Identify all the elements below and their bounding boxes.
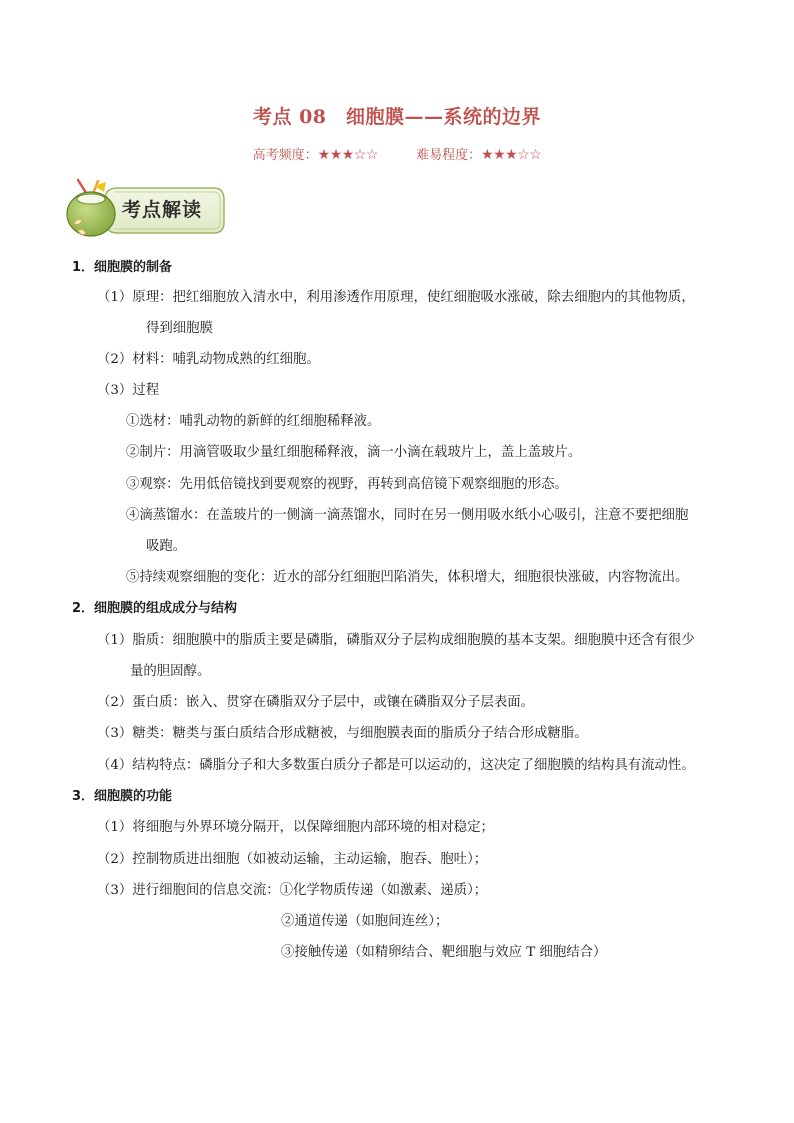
list-item: （3）糖类：糖类与蛋白质结合形成糖被，与细胞膜表面的脂质分子结合形成糖脂。 (97, 726, 588, 741)
list-item: （3）过程 (97, 383, 160, 398)
section-heading: 2．细胞膜的组成成分与结构 (72, 601, 238, 616)
badge-label: 考点解读 (122, 199, 203, 221)
page-title: 考点 08 细胞膜——系统的边界 (252, 106, 542, 128)
step-item-continuation: 吸跑。 (146, 539, 187, 554)
list-item: （1）脂质：细胞膜中的脂质主要是磷脂，磷脂双分子层构成细胞膜的基本支架。细胞膜中还含有很少 (97, 633, 695, 648)
step-item: ①选材：哺乳动物的新鲜的红细胞稀释液。 (126, 414, 381, 429)
list-item: （1）将细胞与外界环境分隔开，以保障细胞内部环境的相对稳定； (97, 820, 494, 835)
difficulty-label: 难易程度： (416, 148, 482, 163)
list-item-continuation: 得到细胞膜 (146, 321, 213, 336)
step-item: ⑤持续观察细胞的变化：近水的部分红细胞凹陷消失，体积增大，细胞很快涨破，内容物流出。 (126, 570, 689, 585)
frequency-label: 高考频度： (252, 148, 318, 163)
list-item: （2）材料：哺乳动物成熟的红细胞。 (97, 352, 320, 367)
ratings-row (0, 144, 794, 163)
frequency-rating (253, 144, 378, 163)
list-item: （3）进行细胞间的信息交流：①化学物质传递（如激素、递质）； (97, 883, 488, 898)
list-item: （4）结构特点：磷脂分子和大多数蛋白质分子都是可以运动的，这决定了细胞膜的结构具有流动性。 (97, 758, 695, 773)
list-item-continuation: 量的胆固醇。 (130, 664, 211, 679)
section-heading: 3．细胞膜的功能 (72, 789, 173, 804)
frequency-stars: ★★★☆☆ (317, 147, 378, 163)
list-item: （2）蛋白质：嵌入、贯穿在磷脂双分子层中，或镶在磷脂双分子层表面。 (97, 695, 535, 710)
list-item: （1）原理：把红细胞放入清水中，利用渗透作用原理，使红细胞吸水涨破，除去细胞内的其他物质， (97, 290, 695, 305)
difficulty-stars: ★★★☆☆ (481, 147, 542, 163)
section-badge (64, 178, 228, 240)
difficulty-rating (416, 144, 541, 163)
step-item: ③观察：先用低倍镜找到要观察的视野，再转到高倍镜下观察细胞的形态。 (126, 477, 568, 492)
list-subitem: ③接触传递（如精卵结合、靶细胞与效应 T 细胞结合） (281, 945, 607, 960)
step-item: ④滴蒸馏水：在盖玻片的一侧滴一滴蒸馏水，同时在另一侧用吸水纸小心吸引，注意不要把细胞 (126, 508, 689, 523)
list-subitem: ②通道传递（如胞间连丝）； (281, 914, 449, 929)
section-heading: 1．细胞膜的制备 (72, 260, 173, 275)
list-item: （2）控制物质进出细胞（如被动运输，主动运输，胞吞、胞吐）； (97, 852, 488, 867)
step-item: ②制片：用滴管吸取少量红细胞稀释液，滴一小滴在载玻片上，盖上盖玻片。 (126, 445, 582, 460)
